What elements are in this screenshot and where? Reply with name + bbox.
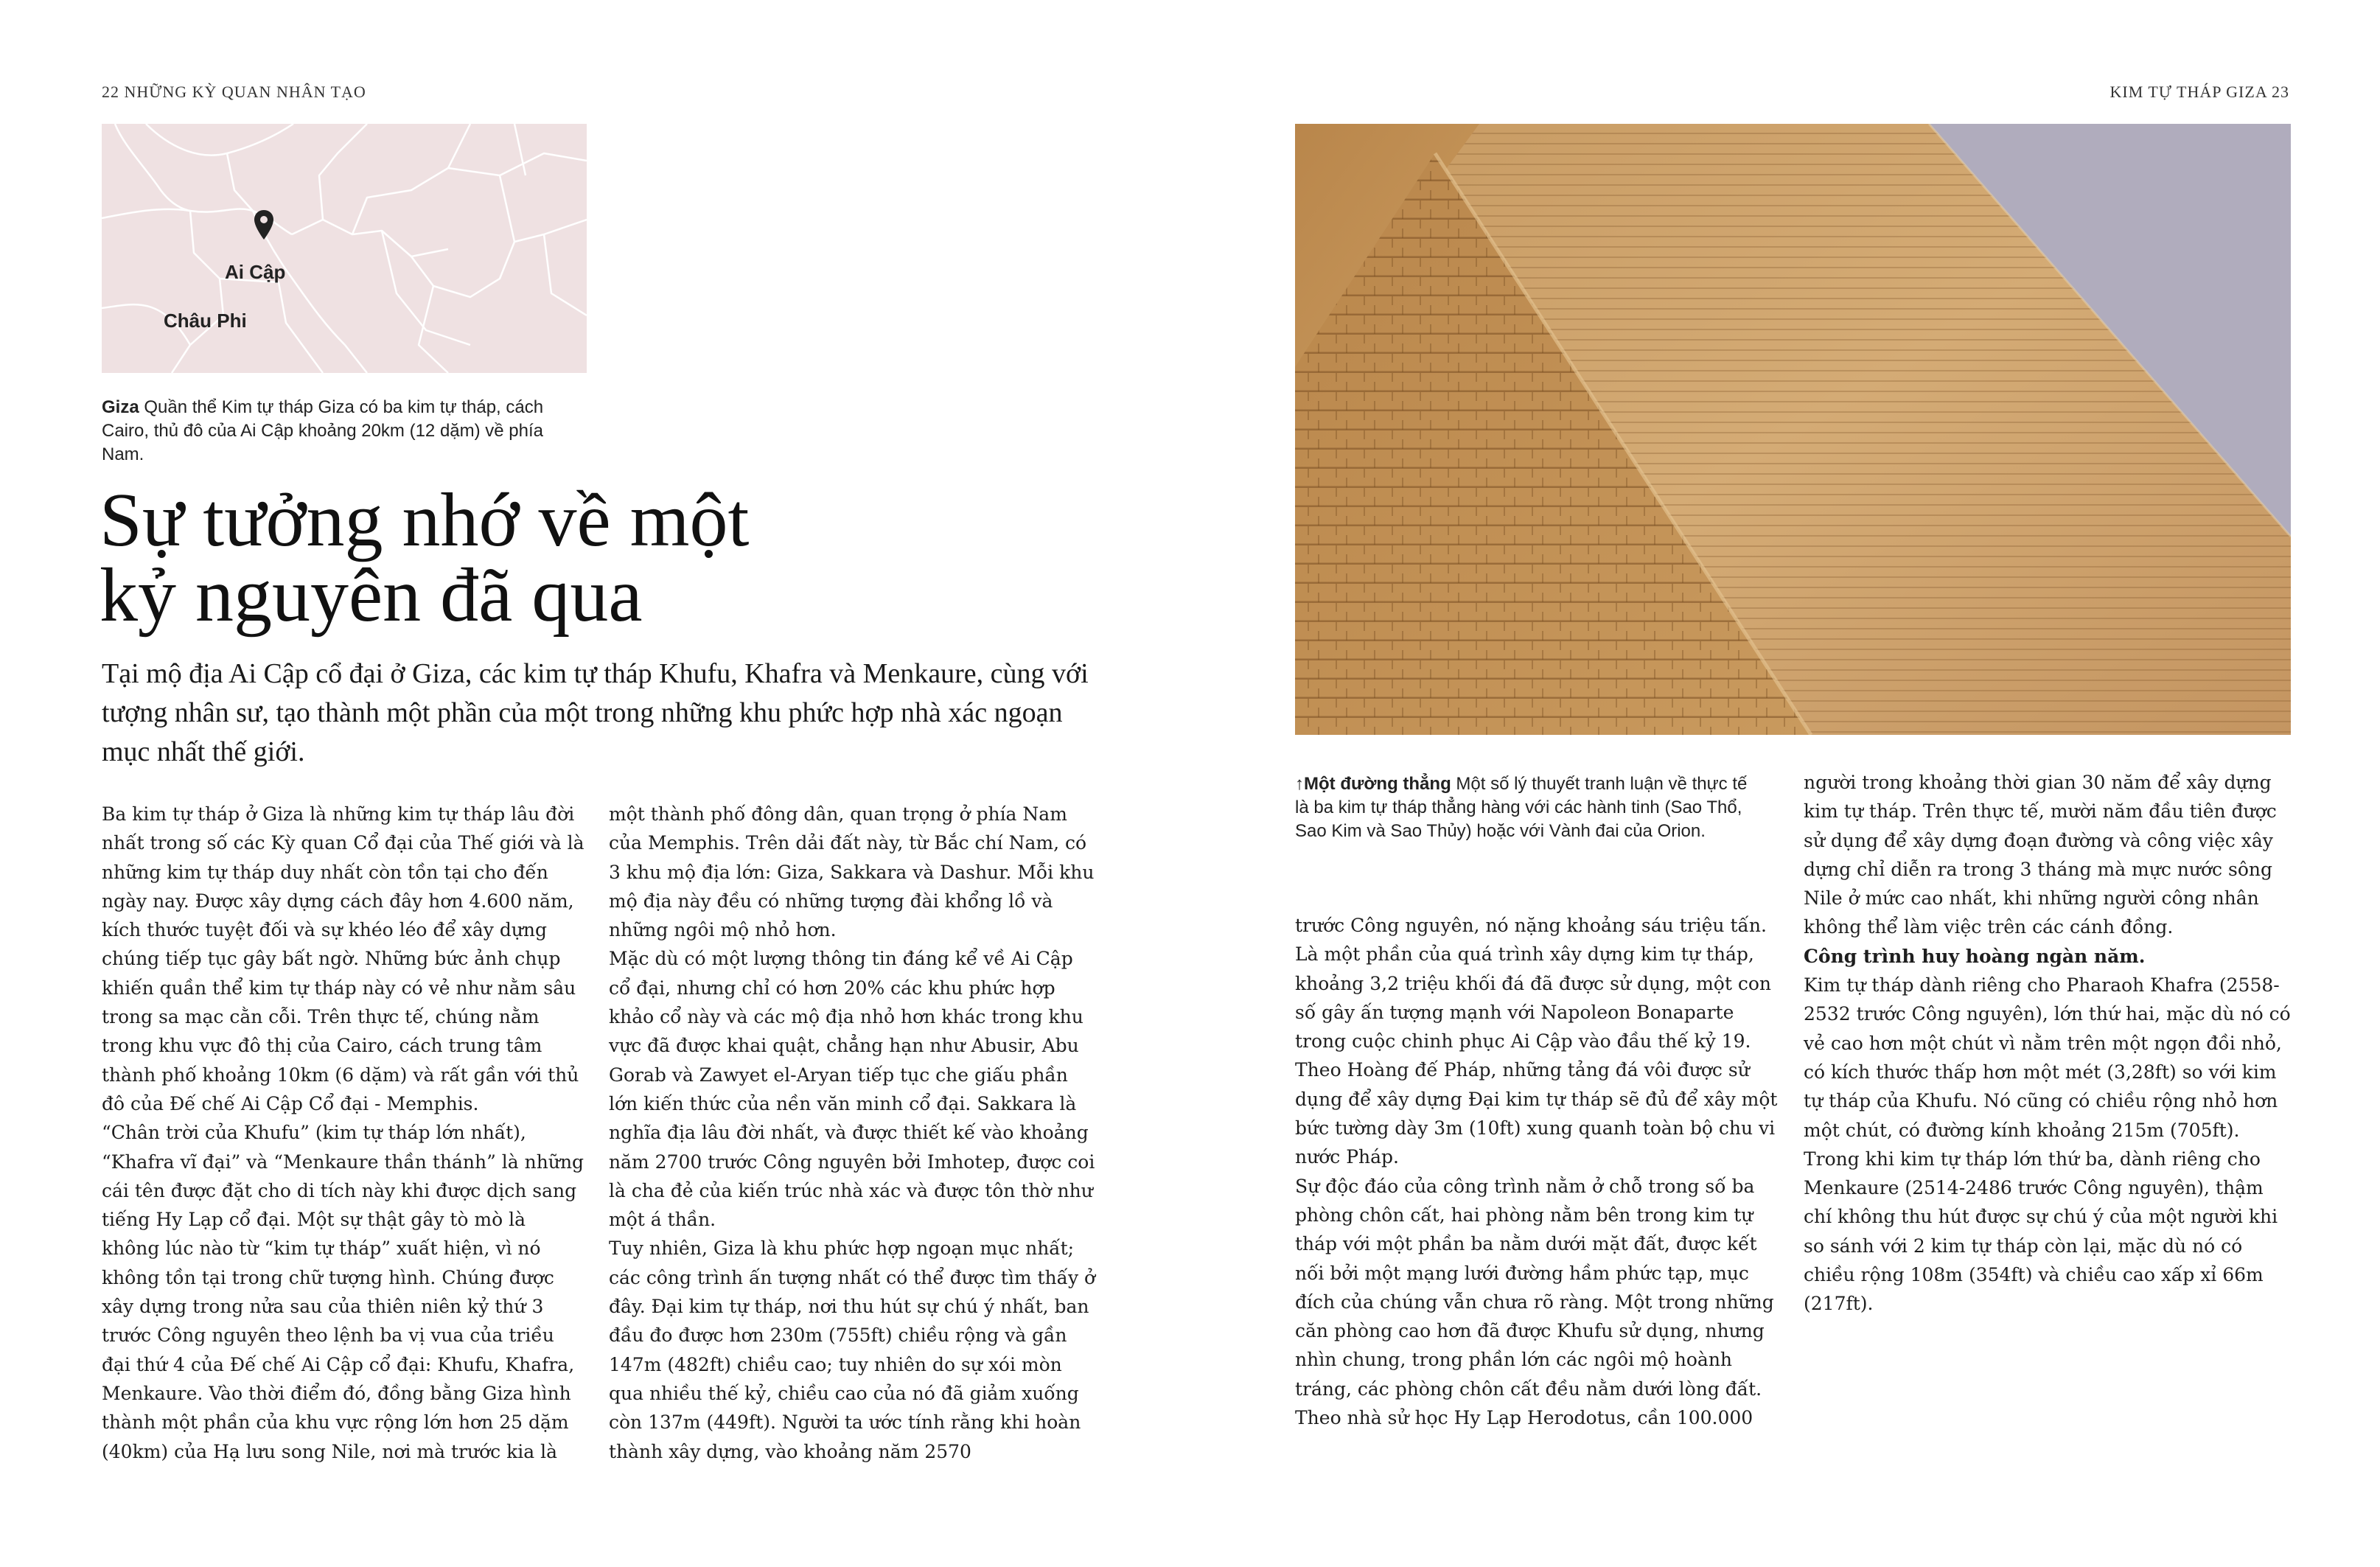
- body-paragraph: Ba kim tự tháp ở Giza là những kim tự tháp lâu đời nhất trong số các Kỳ quan Cổ đại của Thế giới và là những kim tự tháp duy nhất còn tồn tại cho đến ngày nay. Được xây dựng cách đây hơn 4.600 năm, kích thước tuyệt đối và sự khéo léo để xây dựng chúng tiếp tục gây bất ngờ. Những bức ảnh chụp khiến quần thể kim tự tháp này có vẻ như nằm sâu trong sa mạc cằn cỗi. Trên thực tế, chúng nằm trong khu vực đô thị của Cairo, cách trung tâm thành phố khoảng 10km (6 dặm) và rất gần với thủ đô của Đế chế Ai Cập Cổ đại - Memphis.: [102, 803, 584, 1114]
- arrow-up-icon: ↑: [1295, 774, 1304, 794]
- right-running-head: KIM TỰ THÁP GIZA 23: [2109, 83, 2289, 101]
- left-running-head: 22 NHỮNG KỲ QUAN NHÂN TẠO: [102, 83, 366, 101]
- map-pin-icon: [253, 209, 275, 241]
- body-paragraph: Mặc dù có một lượng thông tin đáng kể về Ai Cập cổ đại, nhưng chỉ có hơn 20% các khu phức hợp khảo cổ này và các mộ địa nhỏ hơn khác trong khu vực đã được khai quật, chẳng hạn như Abusir, Abu Gorab và Zawyet el-Aryan tiếp tục che giấu phần lớn kiến thức của nền văn minh cổ đại. Sakkara là nghĩa địa lâu đời nhất, và được thiết kế vào khoảng năm 2700 trước Công nguyên bởi Imhotep, được coi là cha đẻ của kiến trúc nhà xác và được tôn thờ như một á thần.: [609, 948, 1095, 1231]
- photo-caption-text: Một số lý thuyết tranh luận về thực tế là ba kim tự tháp thẳng hàng với các hành tinh (Sao Thổ, Sao Kim và Sao Thủy) hoặc với Vành đai của Orion.: [1295, 774, 1748, 841]
- map-caption: [102, 396, 588, 467]
- body-paragraph: Kim tự tháp dành riêng cho Pharaoh Khafra (2558-2532 trước Công nguyên), lớn thứ hai, mặc dù nó có vẻ cao hơn một chút vì nằm trên một ngọn đồi nhỏ, có kích thước thấp hơn một mét (3,28ft) so với kim tự tháp của Khufu. Nó cũng có chiều rộng nhỏ hơn một chút, có đường kính khoảng 215m (705ft). Trong khi kim tự tháp lớn thứ ba, dành riêng cho Menkaure (2514-2486 trước Công nguyên), thậm chí không thu hút được sự chú ý của một người khi so sánh với 2 kim tự tháp còn lại, mặc dù nó có chiều rộng 108m (354ft) và chiều cao xấp xỉ 66m (217ft).: [1804, 974, 2291, 1315]
- article-title-line-2: kỷ nguyên đã qua: [100, 553, 643, 638]
- article-title-line-1: Sự tưởng nhớ về một: [100, 478, 750, 562]
- article-lede: Tại mộ địa Ai Cập cổ đại ở Giza, các kim tự tháp Khufu, Khafra và Menkaure, cùng với tượng nhân sư, tạo thành một phần của một trong những khu phức hợp nhà xác ngoạn mục nhất thế giới.: [102, 658, 1089, 767]
- photo-caption-bold: Một đường thẳng: [1304, 774, 1451, 794]
- body-paragraph: một thành phố đông dân, quan trọng ở phía Nam của Memphis. Trên dải đất này, từ Bắc chí Nam, có 3 khu mộ địa lớn: Giza, Sakkara và Dashur. Mỗi khu mộ địa này đều có những tượng đài khổng lồ và những ngôi mộ nhỏ hơn.: [609, 803, 1095, 941]
- pyramid-photo: [1295, 124, 2291, 735]
- photo-caption: [1295, 772, 1764, 843]
- body-paragraph: Tuy nhiên, Giza là khu phức hợp ngoạn mục nhất; các công trình ấn tượng nhất có thể được tìm thấy ở đây. Đại kim tự tháp, nơi thu hút sự chú ý nhất, ban đầu đo được hơn 230m (755ft) chiều rộng và gần 147m (482ft) chiều cao; tuy nhiên do sự xói mòn qua nhiều thế kỷ, chiều cao của nó đã giảm xuống còn 137m (449ft). Người ta ước tính rằng khi hoàn thành xây dựng, vào khoảng năm 2570: [609, 1238, 1096, 1462]
- body-paragraph: trước Công nguyên, nó nặng khoảng sáu triệu tấn. Là một phần của quá trình xây dựng kim tự tháp, khoảng 3,2 triệu khối đá đã được sử dụng, một con số gây ấn tượng mạnh với Napoleon Bonaparte trong cuộc chinh phục Ai Cập vào đầu thế kỷ 19. Theo Hoàng đế Pháp, những tảng đá vôi được sử dụng để xây dựng Đại kim tự tháp sẽ đủ để xây một bức tường dày 3m (10ft) xung quanh toàn bộ chu vi nước Pháp.: [1295, 915, 1778, 1168]
- body-column-2: [609, 800, 1098, 1466]
- article-title: [100, 478, 837, 638]
- map-label-egypt: Ai Cập: [225, 261, 286, 283]
- map-label-africa: Châu Phi: [164, 310, 247, 332]
- map-graphic: [102, 124, 587, 373]
- body-paragraph: “Chân trời của Khufu” (kim tự tháp lớn nhất), “Khafra vĩ đại” và “Menkaure thần thánh” là những cái tên được đặt cho di tích này khi được dịch sang tiếng Hy Lạp cổ đại. Một sự thật gây tò mò là không lúc nào từ “kim tự tháp” xuất hiện, vì nó không tồn tại trong chữ tượng hình. Chúng được xây dựng trong nửa sau của thiên niên kỷ thứ 3 trước Công nguyên theo lệnh ba vị vua của triều đại thứ 4 của Đế chế Ai Cập cổ đại: Khufu, Khafra, Menkaure. Vào thời điểm đó, đồng bằng Giza hình thành một phần của khu vực rộng lớn hơn 25 dặm (40km) của Hạ lưu song Nile, nơi mà trước kia là: [102, 1122, 584, 1462]
- section-subhead: Công trình huy hoàng ngàn năm.: [1804, 945, 2146, 967]
- pyramid-illustration: [1295, 124, 2291, 735]
- body-column-4: [1804, 768, 2293, 1319]
- body-column-3: [1295, 911, 1779, 1432]
- locator-map: [102, 124, 587, 373]
- body-column-1: [102, 800, 588, 1466]
- body-paragraph: người trong khoảng thời gian 30 năm để xây dựng kim tự tháp. Trên thực tế, mười năm đầu tiên được sử dụng để xây dựng đoạn đường và công việc xây dựng chỉ diễn ra trong 3 tháng mà mực nước sông Nile ở mức cao nhất, khi những người công nhân không thể làm việc trên các cánh đồng.: [1804, 772, 2277, 938]
- map-caption-bold: Giza: [102, 397, 139, 417]
- map-caption-text: Quần thể Kim tự tháp Giza có ba kim tự tháp, cách Cairo, thủ đô của Ai Cập khoảng 20km (12 dặm) về phía Nam.: [102, 397, 544, 464]
- body-paragraph: Sự độc đáo của công trình nằm ở chỗ trong số ba phòng chôn cất, hai phòng nằm bên trong kim tự tháp với một phần ba nằm dưới mặt đất, được kết nối bởi một mạng lưới đường hầm phức tạp, mục đích của chúng vẫn chưa rõ ràng. Một trong những căn phòng cao hơn đã được Khufu sử dụng, nhưng nhìn chung, trong phần lớn các ngôi mộ hoành tráng, các phòng chôn cất đều nằm dưới lòng đất. Theo nhà sử học Hy Lạp Herodotus, cần 100.000: [1295, 1175, 1774, 1429]
